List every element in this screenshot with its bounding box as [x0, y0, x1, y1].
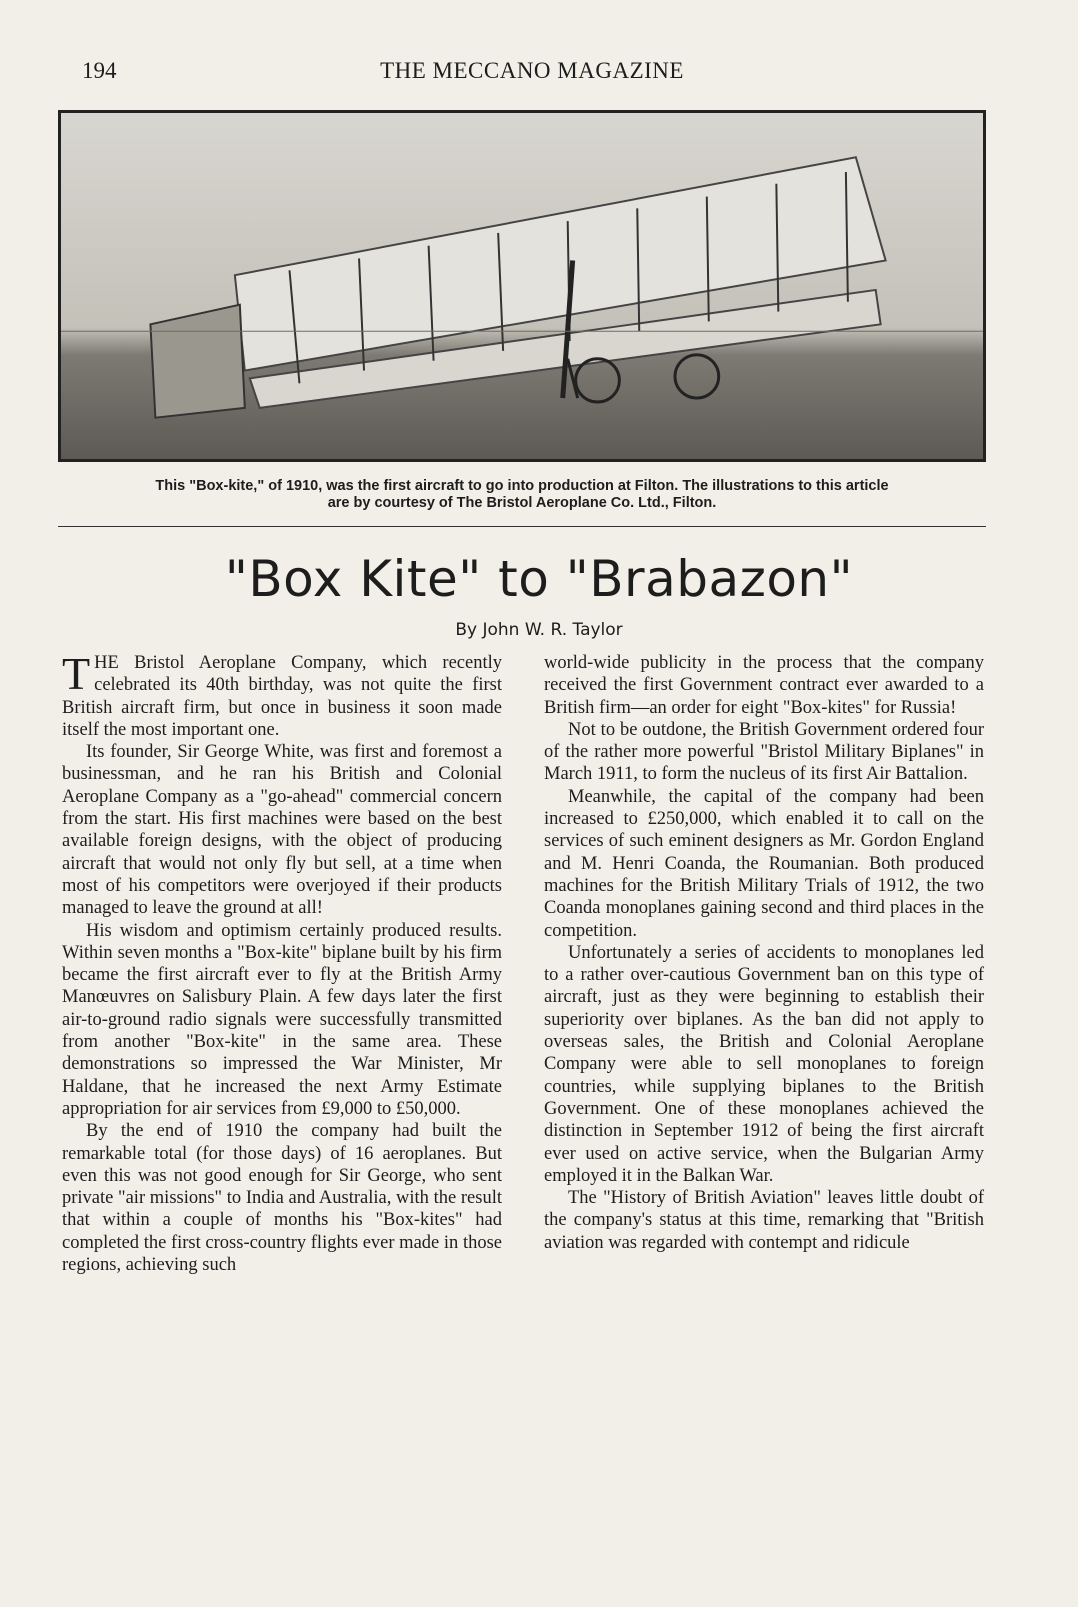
- photo-caption: [58, 478, 986, 512]
- caption-line: are by courtesy of The Bristol Aeroplane Co. Ltd., Filton.: [327, 495, 717, 511]
- box-kite-photograph: [58, 110, 986, 462]
- paragraph: world-wide publicity in the process that the company received the first Government contract ever awarded to a British firm—an order for eight "Box-kites" for Russia!: [544, 653, 984, 718]
- paragraph: Meanwhile, the capital of the company had been increased to £250,000, which enabled it to call on the services of such eminent designers as Mr. Gordon England and M. Henri Coanda, the Roumanian. Both produced machines for the British Military Trials of 1912, the two Coanda monoplanes gaining second and third places in the competition.: [544, 786, 984, 941]
- drop-cap: T: [62, 648, 91, 699]
- page-number: 194: [82, 58, 117, 83]
- article-title: "Box Kite" to "Brabazon": [224, 550, 854, 608]
- paragraph: The "History of British Aviation" leaves little doubt of the company's status at this time, remarking that "British aviation was regarded with contempt and ridicule: [544, 1188, 984, 1253]
- page-header: [82, 58, 982, 94]
- paragraph: By the end of 1910 the company had built the remarkable total (for those days) of 16 aeroplanes. But even this was not good enough for Sir George, who sent private "air missions" to India and Australia, with the result that within a couple of months his "Box-kites" had completed the first cross-country flights ever made in those regions, achieving such: [62, 1121, 502, 1276]
- divider-rule: [58, 526, 986, 527]
- caption-line: This "Box-kite," of 1910, was the first aircraft to go into production at Filton. The illustrations to this article: [155, 478, 889, 494]
- paragraph: Unfortunately a series of accidents to monoplanes led to a rather over-cautious Government ban on this type of aircraft, just as they were beginning to establish their superiority over biplanes. As the ban did not apply to overseas sales, the British and Colonial Aeroplane Company were able to sell monoplanes to foreign countries, while supplying biplanes to the British Government. One of these monoplanes achieved the distinction in September 1912 of being the first aircraft ever used on active service, when the Bulgarian Army employed it in the Balkan War.: [544, 942, 984, 1186]
- magazine-title: THE MECCANO MAGAZINE: [380, 58, 684, 83]
- paragraph: Not to be outdone, the British Government ordered four of the rather more powerful "Bristol Military Biplanes" in March 1911, to form the nucleus of its first Air Battalion.: [544, 719, 984, 785]
- paragraph: [62, 648, 502, 741]
- byline: By John W. R. Taylor: [455, 620, 623, 640]
- paragraph: His wisdom and optimism certainly produced results. Within seven months a "Box-kite" biplane built by his firm became the first aircraft ever to fly at the British Army Manœuvres on Salisbury Plain. A few days later the first air-to-ground radio signals were successfully transmitted from another "Box-kite" in the same area. These demonstrations so impressed the War Minister, Mr Haldane, that he increased the next Army Estimate appropriation for air services from £9,000 to £50,000.: [62, 920, 502, 1119]
- right-column: [544, 652, 984, 1254]
- left-column: [62, 648, 502, 1276]
- paragraph-text: HE Bristol Aeroplane Company, which recently celebrated its 40th birthday, was not quite the first British aircraft firm, but once in business it soon made itself the most important one.: [62, 653, 502, 740]
- paragraph: Its founder, Sir George White, was first and foremost a businessman, and he ran his British and Colonial Aeroplane Company as a "go-ahead" commercial concern from the start. His first machines were based on the best available foreign designs, with the object of producing aircraft that would not only fly but sell, at a time when most of his competitors were overjoyed if their products managed to leave the ground at all!: [62, 742, 502, 919]
